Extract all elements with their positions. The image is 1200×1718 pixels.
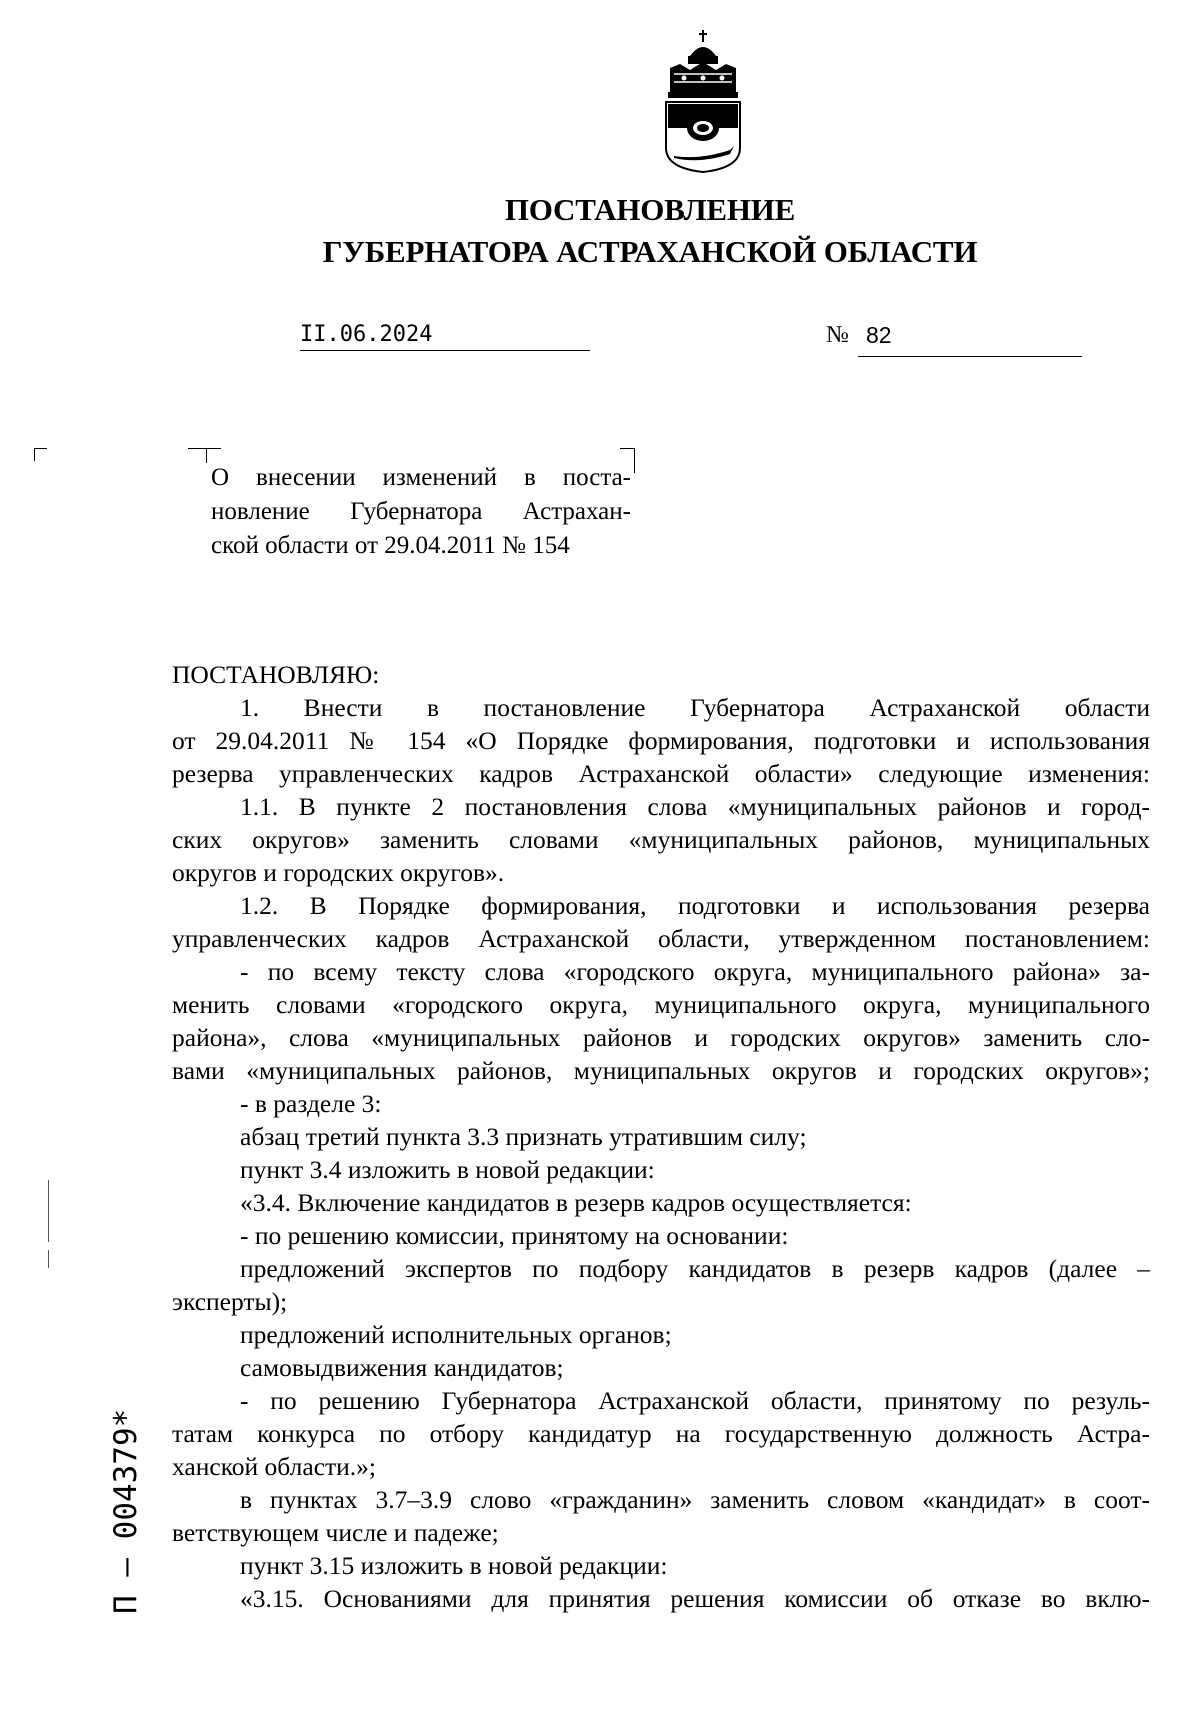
body-line: «3.4. Включение кандидатов в резерв кадров осуществляется: (240, 1188, 912, 1217)
address-corner-mark (34, 448, 47, 461)
body-line: в пунктах 3.7–3.9 слово «гражданин» заменить словом «кандидат» в соот- (240, 1485, 1150, 1514)
body-line: ханской области.»; (172, 1452, 377, 1481)
subject-line: ской области от 29.04.2011 № 154 (211, 532, 570, 559)
body-line: - по решению Губернатора Астраханской области, принятому по резуль- (240, 1386, 1150, 1415)
document-type-title: ПОСТАНОВЛЕНИЕ (504, 192, 796, 227)
body-line: предложений экспертов по подбору кандидатов в резерв кадров (далее – (240, 1254, 1150, 1283)
body-line: резерва управленческих кадров Астраханской области» следующие изменения: (172, 759, 1150, 788)
number-label: № (826, 322, 849, 348)
body-line: района», слова «муниципальных районов и городских округов» заменить сло- (172, 1023, 1150, 1052)
resolution-heading: ПОСТАНОВЛЯЮ: (172, 660, 380, 689)
body-line: 1.2. В Порядке формирования, подготовки и использования резерва (240, 891, 1150, 920)
body-line: ских округов» заменить словами «муниципальных районов, муниципальных (172, 825, 1150, 854)
body-line: округов и городских округов». (172, 858, 505, 887)
body-line: - в разделе 3: (240, 1089, 382, 1118)
body-line: 1. Внести в постановление Губернатора Астраханской области (240, 693, 1150, 722)
document-subject (211, 461, 631, 563)
margin-mark (48, 1250, 49, 1268)
body-line: 1.1. В пункте 2 постановления слова «муниципальных районов и город- (240, 792, 1150, 821)
body-line: пункт 3.4 изложить в новой редакции: (240, 1155, 655, 1184)
body-line: «3.15. Основаниями для принятия решения комиссии об отказе во вклю- (240, 1584, 1150, 1613)
document-date: II.06.2024 (300, 322, 433, 347)
margin-mark (48, 1180, 49, 1242)
body-line: ветствующем числе и падеже; (172, 1518, 499, 1547)
date-underline (300, 350, 590, 351)
subject-corner-mark-left-outer (188, 448, 207, 457)
serial-number-text: П – 004379* (108, 1408, 144, 1614)
coat-of-arms-icon (660, 28, 746, 178)
serial-number-vertical (30, 1324, 144, 1614)
body-line: самовыдвижения кандидатов; (240, 1353, 564, 1382)
body-line: от 29.04.2011 № 154 «О Порядке формирования, подготовки и использования (172, 726, 1150, 755)
subject-line: новление Губернатора Астрахан- (211, 498, 631, 525)
body-line: - по всему тексту слова «городского округа, муниципального района» за- (240, 957, 1150, 986)
body-line: абзац третий пункта 3.3 признать утратившим силу; (240, 1122, 807, 1151)
document-number: 82 (866, 322, 892, 348)
issuer-title: ГУБЕРНАТОРА АСТРАХАНСКОЙ ОБЛАСТИ (322, 234, 978, 269)
body-line: татам конкурса по отбору кандидатур на государственную должность Астра- (172, 1419, 1150, 1448)
body-line: менить словами «городского округа, муниципального округа, муниципального (172, 990, 1150, 1019)
body-line: вами «муниципальных районов, муниципальных округов и городских округов»; (172, 1056, 1150, 1085)
subject-line: О внесении изменений в поста- (211, 464, 631, 491)
body-line: управленческих кадров Астраханской области, утвержденном постановлением: (172, 924, 1150, 953)
body-line: предложений исполнительных органов; (240, 1320, 672, 1349)
document-body (172, 658, 1150, 1615)
body-line: пункт 3.15 изложить в новой редакции: (240, 1551, 668, 1580)
body-line: эксперты); (172, 1287, 288, 1316)
number-underline (858, 356, 1082, 357)
body-line: - по решению комиссии, принятому на основании: (240, 1221, 789, 1250)
